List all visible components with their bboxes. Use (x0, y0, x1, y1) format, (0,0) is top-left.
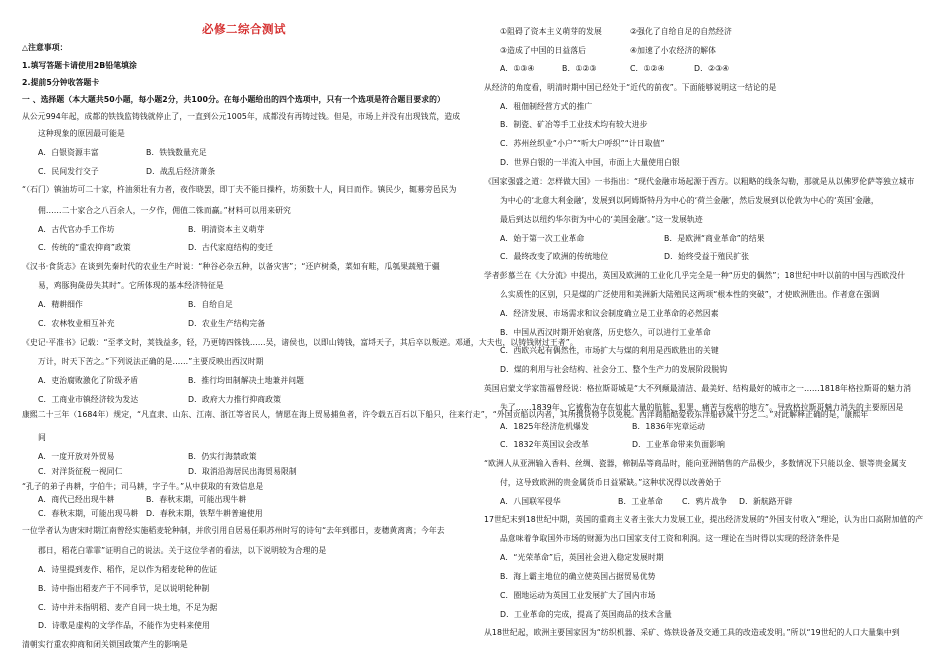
answer-option: A．八国联军侵华 (500, 497, 561, 506)
answer-option: A．“光荣革命”后，英国社会进入稳定发展时期 (500, 553, 664, 562)
answer-option: A．一度开放对外贸易 (38, 452, 115, 461)
statement-item: ②强化了自给自足的自然经济 (630, 27, 732, 36)
answer-option: A．1825年经济危机爆发 (500, 422, 589, 431)
question-stem: 易，鸡豚狗彘毋失其时”。它所体现的基本经济特征是 (38, 281, 224, 290)
answer-option: C．①②④ (630, 64, 665, 73)
question-stem: 为中心的‘北意大利金融’，发展到以阿姆斯特丹为中心的‘荷兰金融’，然后发展到以伦敦为中心的‘英国’金融， (500, 196, 879, 205)
question-stem: 17世纪末到18世纪中期，英国的重商主义者主张大力发展工业，提出经济发展的“外国支付收入”理论，认为出口高附加值的产 (484, 515, 924, 524)
answer-option: A．始于第一次工业革命 (500, 234, 585, 243)
answer-option: B．1836年宪章运动 (632, 422, 706, 431)
section-heading: 一 、选择题（本大题共50小题，每小题2分，共100分。在每小题给出的四个选项中，只有一个选项是符合题目要求的） (22, 95, 445, 104)
answer-option: B．仍实行海禁政策 (188, 452, 257, 461)
answer-option: B．中国从西汉时期开始衰落，历史悠久，可以进行工业革命 (500, 328, 711, 337)
statement-item: ④加速了小农经济的解体 (630, 46, 717, 55)
answer-option: B．春秋末期，可能出现牛耕 (146, 495, 247, 504)
answer-option: D．战乱后经济萧条 (146, 167, 216, 176)
answer-option: D．古代家庭结构的变迁 (188, 243, 274, 252)
answer-option: D．始终受益于殖民扩张 (664, 252, 750, 261)
answer-option: D．新航路开辟 (739, 497, 793, 506)
question-stem: 郡日，稻花白霏霏”证明自己的说法。关于这位学者的看法，以下说明较为合理的是 (38, 546, 327, 555)
question-stem: 英国启蒙文学家笛福曾经说：格拉斯哥城是“大不列颠最清洁、最美好、结构最好的城市之一……1818年格拉斯哥的魅力消 (484, 384, 912, 393)
question-stem: “（石门）镇油坊可二十家，杵油须壮有力者，夜作晓罢，即丁夫不能日操杵，坊须数十人，间日而作。镇民少，辄募旁邑民为 (22, 185, 457, 194)
question-stem: 从经济的角度看，明清时期中国已经处于“近代的前夜”。下面能够说明这一结论的是 (484, 83, 777, 92)
question-stem: “孔子的弟子冉耕，字伯牛；司马耕，字子牛。”从中获取的有效信息是 (22, 482, 264, 491)
answer-option: A．租佃制经营方式的推广 (500, 102, 593, 111)
question-stem: 清朝实行重农抑商和闭关锁国政策产生的影响是 (22, 640, 188, 649)
notice-item: 2.提前5分钟收答题卡 (22, 78, 100, 87)
answer-option: D．世界白银的一半流入中国，市面上大量使用白银 (500, 158, 680, 167)
answer-option: B．制瓷、矿冶等手工业技术均有较大进步 (500, 120, 648, 129)
question-stem: 《国家强盛之道：怎样做大国》一书指出：“现代金融市场起源于西方。以粗略的线条勾勒，那就是从以佛罗伦萨等独立城市 (484, 177, 915, 186)
answer-option: A．诗里提到麦作、稻作，足以作为稻麦轮种的佐证 (38, 565, 218, 574)
question-stem: 失了……1839年，它被称为存在如此大量的肮脏、犯罪、痛苦与疾病的地方”。导致格拉斯哥魅力消失的主要原因是 (500, 403, 904, 412)
exam-title: 必修二综合测试 (202, 22, 286, 36)
answer-option: C．1832年英国议会改革 (500, 440, 589, 449)
answer-option: C．圈地运动为英国工业发展扩大了国内市场 (500, 591, 656, 600)
answer-option: D．农业生产结构完备 (188, 319, 266, 328)
answer-option: D．诗歌是虚构的文学作品，不能作为史料来使用 (38, 621, 210, 630)
question-stem: 么实质性的区别，只是煤的广泛使用和美洲新大陆殖民这两项“根本性的突破”，才使欧洲胜出。作者意在强调 (500, 290, 880, 299)
answer-option: B．明清资本主义萌芽 (188, 225, 265, 234)
question-stem: 一位学者认为唐宋时期江南曾经实施稻麦轮种制，并欣引用自居易任职苏州时写的诗句“去年到郡日，麦穗黄离离；今年去 (22, 526, 445, 535)
answer-option: D．政府大力推行抑商政策 (188, 395, 281, 404)
answer-option: C．工商业市镇经济较为发达 (38, 395, 139, 404)
answer-option: C．春秋末期，可能出现马耕 (38, 509, 139, 518)
question-stem: 万计，时天下苦之。”下列说法正确的是……”主要反映出西汉时期 (38, 357, 264, 366)
question-stem: “欧洲人从亚洲输入香料、丝绸、瓷器，棉制品等商品时，能向亚洲销售的产品极少，多数情况下只能以金、银等贵金属支 (484, 459, 907, 468)
question-stem: 从18世纪起，欧洲主要国家因为“纺织机器、采矿、炼铁设备及交通工具的改造或发明。”所以“19世纪的人口大量集中到 (484, 628, 900, 637)
question-stem: 间 (38, 433, 46, 442)
answer-option: B．铁钱数量充足 (146, 148, 207, 157)
statement-item: ③造成了中国的日益落后 (500, 46, 587, 55)
question-stem: 《汉书·食货志》在谈到先秦时代的农业生产时说：“种谷必杂五种，以备灾害”；“还庐树桑，菜如有畦，瓜瓠果蔬殖于疆 (22, 262, 440, 271)
answer-option: A．白银资源丰富 (38, 148, 99, 157)
answer-option: D．取消沿海居民出海贸易限制 (188, 467, 297, 476)
question-stem: 学者彭慕兰在《大分流》中提出，英国及欧洲的工业化几乎完全是一种“历史的偶然”；18世纪中叶以前的中国与西欧没什 (484, 271, 906, 280)
answer-option: A．经济发展、市场需求和议会制度确立是工业革命的必然因素 (500, 309, 719, 318)
answer-option: B．工业革命 (618, 497, 663, 506)
question-stem: 康熙二十三年（1684年）规定，“凡直隶、山东、江南、浙江等省民人，情愿在海上贸易捕鱼者，许令载五百石以下船只，往来行走”，“外国贡船以内者，其所携货物予以免税。西洋商船酷爱较东洋船砂减十分之二。”对此解释正确的是，康熙年 (22, 410, 869, 419)
question-stem: 《史记·平准书》记载：“至孝文时，荚钱益多，轻，乃更铸四铢钱……吴，诸侯也，以即山铸钱，富埒天子，其后卒以叛逆。邓通，大夫也，以铸钱财过王者”。 (22, 338, 578, 347)
answer-option: C．苏州丝织业“小户”“听大户呼织”“计日取值” (500, 139, 665, 148)
question-stem: 最后到达以纽约华尔街为中心的‘美国金融’。”这一发展轨迹 (500, 215, 703, 224)
question-stem: 从公元994年起，成都的铁钱监铸钱就停止了，一直到公元1005年，成都没有再铸过钱。但是，市场上并没有出现钱荒，造成 (22, 112, 461, 121)
notice-item: 1.填写答题卡请使用2B铅笔填涂 (22, 61, 137, 70)
answer-option: C．农林牧业相互补充 (38, 319, 115, 328)
question-stem: 这种现象的原因最可能是 (38, 129, 125, 138)
answer-option: C．民间发行交子 (38, 167, 99, 176)
answer-option: D．②③④ (694, 64, 730, 73)
answer-option: A．商代已经出现牛耕 (38, 495, 115, 504)
answer-option: B．诗中指出稻麦产于不同季节，足以说明轮种制 (38, 584, 210, 593)
answer-option: B．推行均田制解决土地兼并问题 (188, 376, 305, 385)
notice-heading: △注意事项： (22, 43, 68, 52)
answer-option: C．对洋货征税一视同仁 (38, 467, 123, 476)
answer-option: C．传统的“重农抑商”政策 (38, 243, 131, 252)
answer-option: B．是欧洲“商业革命”的结果 (664, 234, 765, 243)
answer-option: C．鸦片战争 (682, 497, 728, 506)
answer-option: D．工业革命带来负面影响 (632, 440, 725, 449)
answer-option: A．吏治腐败激化了阶级矛盾 (38, 376, 139, 385)
answer-option: A．古代官办手工作坊 (38, 225, 115, 234)
answer-option: C．最终改变了欧洲的传统地位 (500, 252, 609, 261)
question-stem: 佣……二十家合之八百余人，一夕作，佣值二铢而赢。”材料可以用来研究 (38, 206, 291, 215)
answer-option: C．诗中并未指明稻、麦产自同一块土地，不足为据 (38, 603, 218, 612)
statement-item: ①阻碍了资本主义萌芽的发展 (500, 27, 602, 36)
answer-option: D．煤的利用与社会结构、社会分工、整个生产力的发展阶段脱钩 (500, 365, 728, 374)
answer-option: A．①③④ (500, 64, 535, 73)
answer-option: C．西欧兴起有偶然性，市场扩大与煤的利用是西欧胜出的关键 (500, 346, 719, 355)
question-stem: 付，这导致欧洲的贵金属货币日益紧缺。”这种状况得以改善始于 (500, 478, 722, 487)
answer-option: D．工业革命的完成，提高了英国商品的技术含量 (500, 610, 672, 619)
answer-option: D．春秋末期，铁犁牛耕普遍使用 (146, 509, 263, 518)
answer-option: B．①②③ (562, 64, 597, 73)
answer-option: A．精耕细作 (38, 300, 83, 309)
answer-option: B．海上霸主地位的确立使英国占据贸易优势 (500, 572, 656, 581)
answer-option: B．自给自足 (188, 300, 233, 309)
question-stem: 品意味着争取国外市场的财源为出口国家支付工资和利润。这一理论在当时得以实现的经济条件是 (500, 534, 840, 543)
